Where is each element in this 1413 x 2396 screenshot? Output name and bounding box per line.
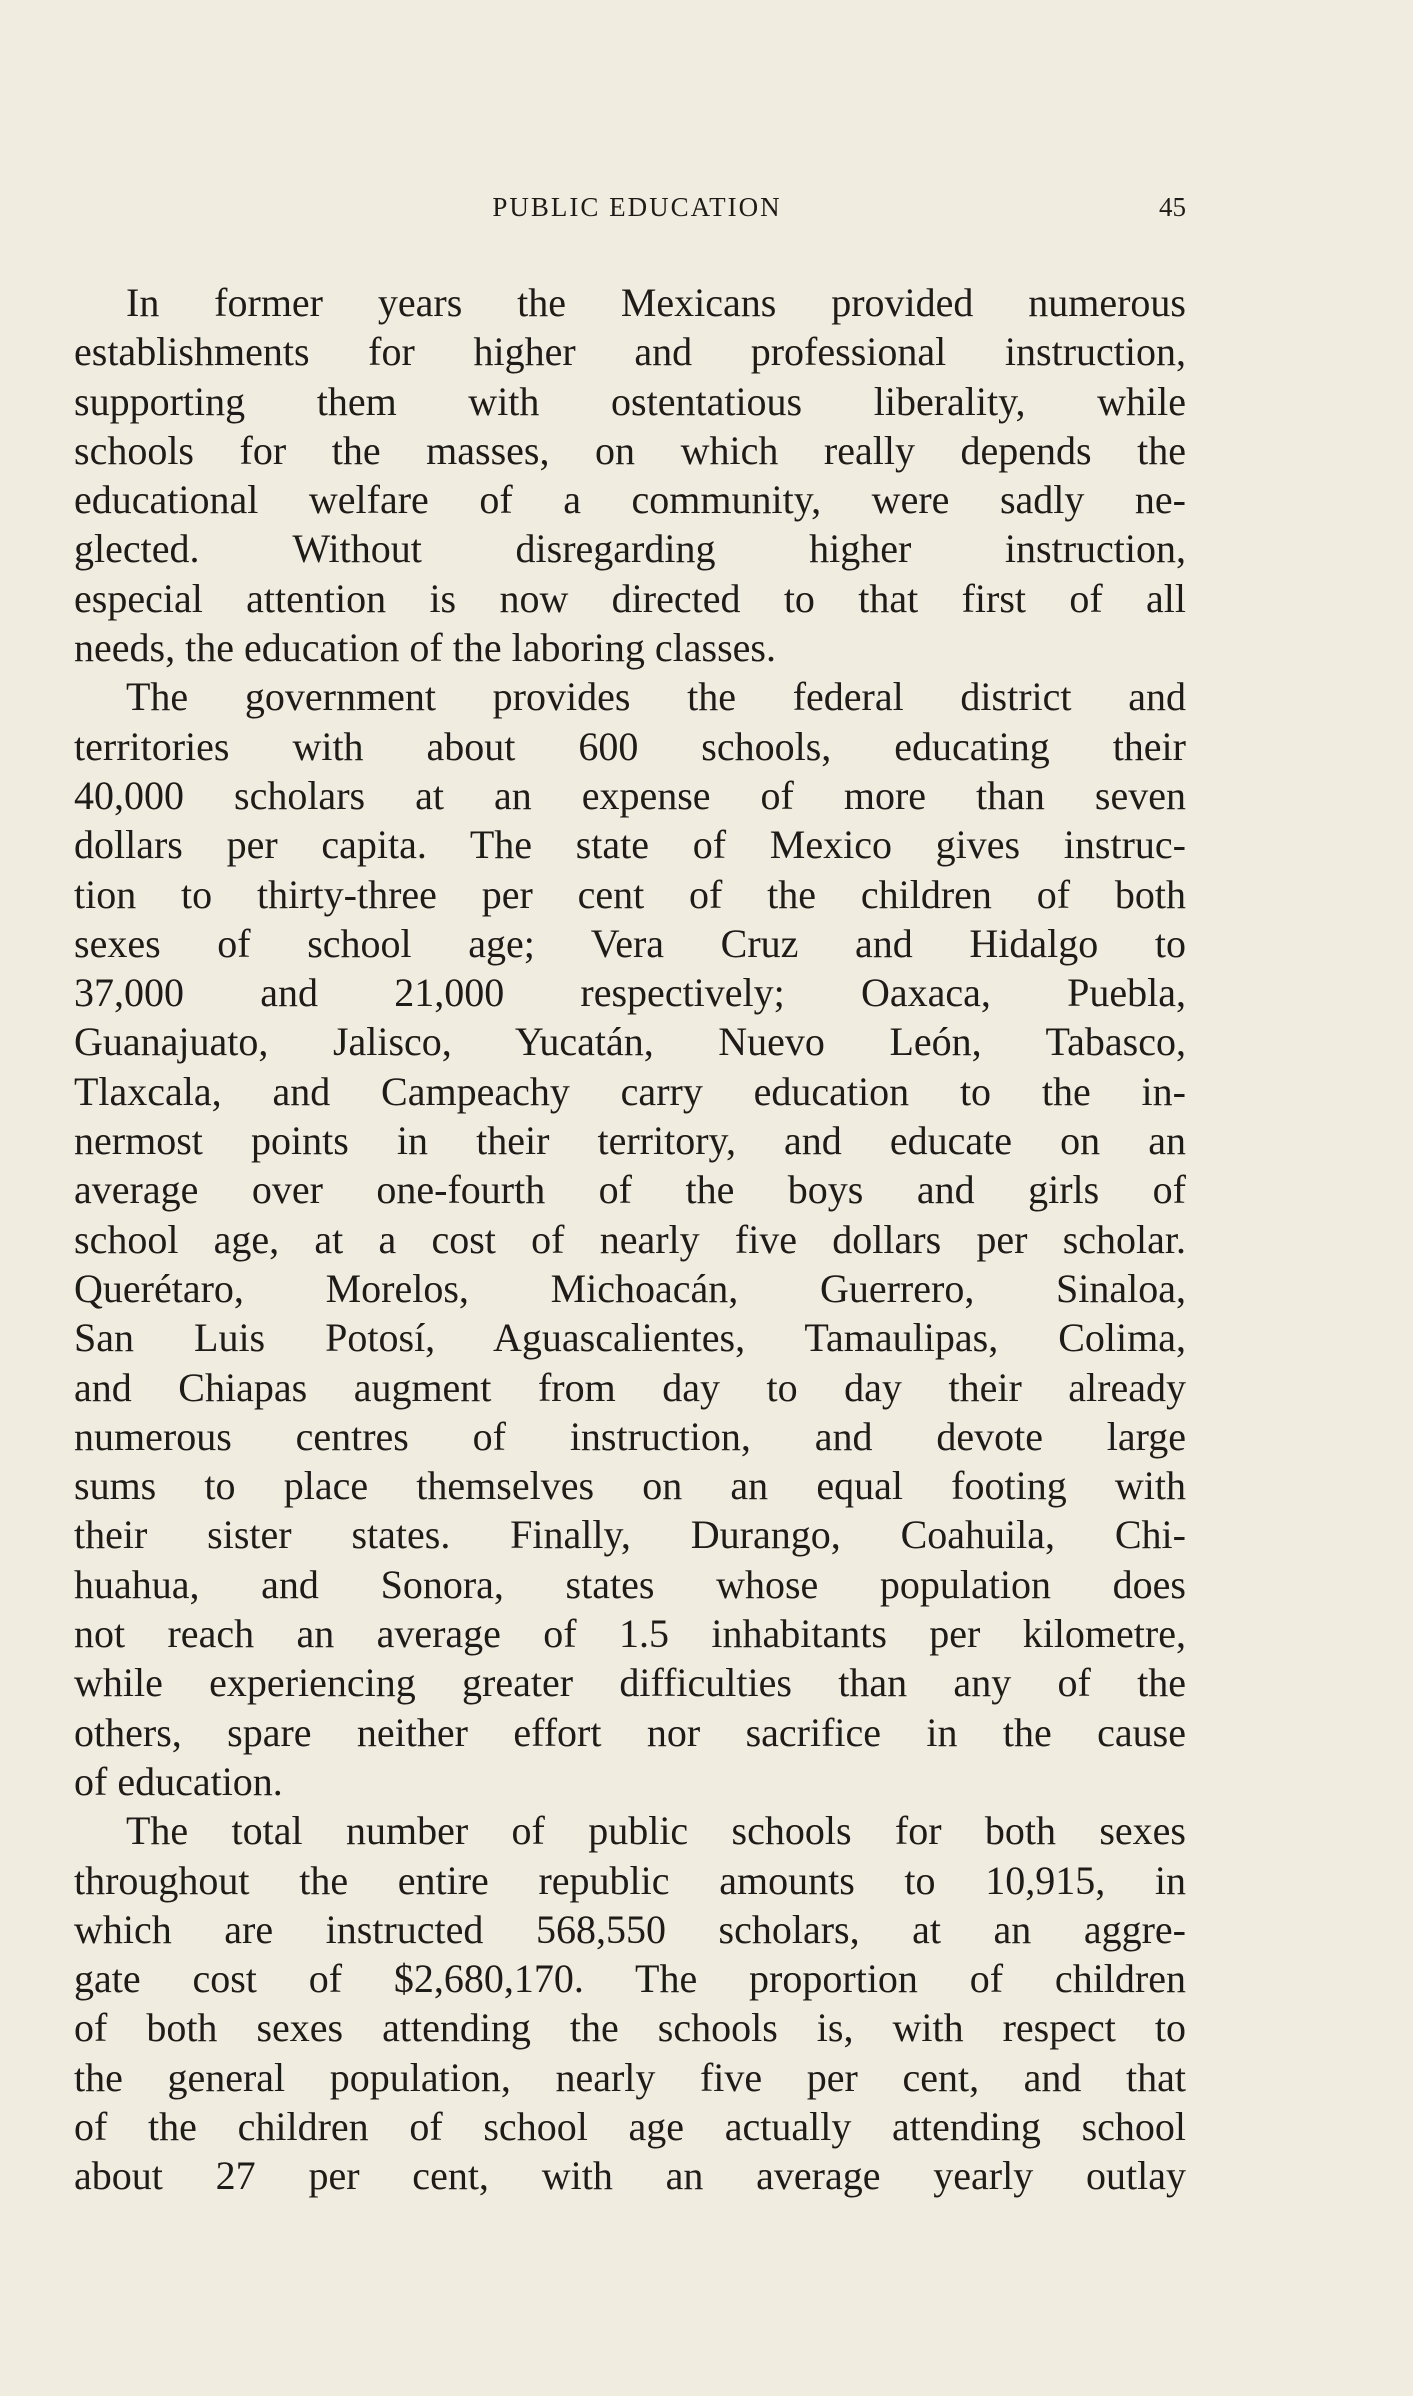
paragraph — [74, 1806, 1186, 2200]
text-line: San Luis Potosí, Aguascalientes, Tamaulipas, Colima, — [74, 1315, 1186, 1361]
text-line: supporting them with ostentatious liberality, while — [74, 378, 1186, 424]
text-line: educational welfare of a community, were sadly ne- — [74, 477, 1186, 523]
text-line: school age, at a cost of nearly five dollars per scholar. — [74, 1216, 1186, 1262]
running-head — [74, 192, 1186, 232]
paragraph — [74, 278, 1186, 672]
text-line: dollars per capita. The state of Mexico gives instruc- — [74, 822, 1186, 868]
text-line: which are instructed 568,550 scholars, at an aggre- — [74, 1906, 1186, 1952]
text-line: numerous centres of instruction, and devote large — [74, 1413, 1186, 1459]
text-line: Guanajuato, Jalisco, Yucatán, Nuevo León, Tabasco, — [74, 1019, 1186, 1065]
text-line: average over one-fourth of the boys and girls of — [74, 1167, 1186, 1213]
body-text — [74, 278, 1186, 2201]
text-line: In former years the Mexicans provided numerous — [126, 280, 1186, 325]
text-line: needs, the education of the laboring classes. — [74, 625, 776, 671]
text-line: of both sexes attending the schools is, with respect to — [74, 2005, 1186, 2051]
text-line: about 27 per cent, with an average yearly outlay — [74, 2153, 1186, 2199]
text-line: others, spare neither effort nor sacrifice in the cause — [74, 1709, 1186, 1755]
text-line: territories with about 600 schools, educating their — [74, 723, 1186, 769]
text-line: the general population, nearly five per cent, and that — [74, 2054, 1186, 2100]
text-line: and Chiapas augment from day to day their already — [74, 1364, 1186, 1410]
text-line: not reach an average of 1.5 inhabitants per kilometre, — [74, 1611, 1186, 1657]
text-line: 37,000 and 21,000 respectively; Oaxaca, Puebla, — [74, 970, 1186, 1016]
text-line: throughout the entire republic amounts to 10,915, in — [74, 1857, 1186, 1903]
running-title: PUBLIC EDUCATION — [492, 192, 782, 222]
text-line: sexes of school age; Vera Cruz and Hidalgo to — [74, 920, 1186, 966]
text-line: huahua, and Sonora, states whose population does — [74, 1561, 1186, 1607]
text-line: sums to place themselves on an equal footing with — [74, 1463, 1186, 1509]
text-line: Querétaro, Morelos, Michoacán, Guerrero, Sinaloa, — [74, 1265, 1186, 1311]
text-line: The government provides the federal district and — [126, 674, 1186, 720]
text-line: schools for the masses, on which really depends the — [74, 427, 1186, 473]
text-line: their sister states. Finally, Durango, Coahuila, Chi- — [74, 1512, 1186, 1558]
text-line: glected. Without disregarding higher instruction, — [74, 526, 1186, 572]
page-number: 45 — [1159, 192, 1186, 222]
text-line: Tlaxcala, and Campeachy carry education to the in- — [74, 1068, 1186, 1114]
paragraph — [74, 672, 1186, 1806]
text-line: establishments for higher and professional instruction, — [74, 329, 1186, 375]
text-line: tion to thirty-three per cent of the children of both — [74, 871, 1186, 917]
text-line: The total number of public schools for both sexes — [126, 1808, 1186, 1854]
text-line: of education. — [74, 1758, 283, 1804]
text-line: gate cost of $2,680,170. The proportion of children — [74, 1956, 1186, 2002]
text-line: of the children of school age actually attending school — [74, 2103, 1186, 2149]
text-line: nermost points in their territory, and educate on an — [74, 1118, 1186, 1164]
text-line: 40,000 scholars at an expense of more than seven — [74, 772, 1186, 818]
text-line: especial attention is now directed to that first of all — [74, 575, 1186, 621]
text-line: while experiencing greater difficulties than any of the — [74, 1660, 1186, 1706]
